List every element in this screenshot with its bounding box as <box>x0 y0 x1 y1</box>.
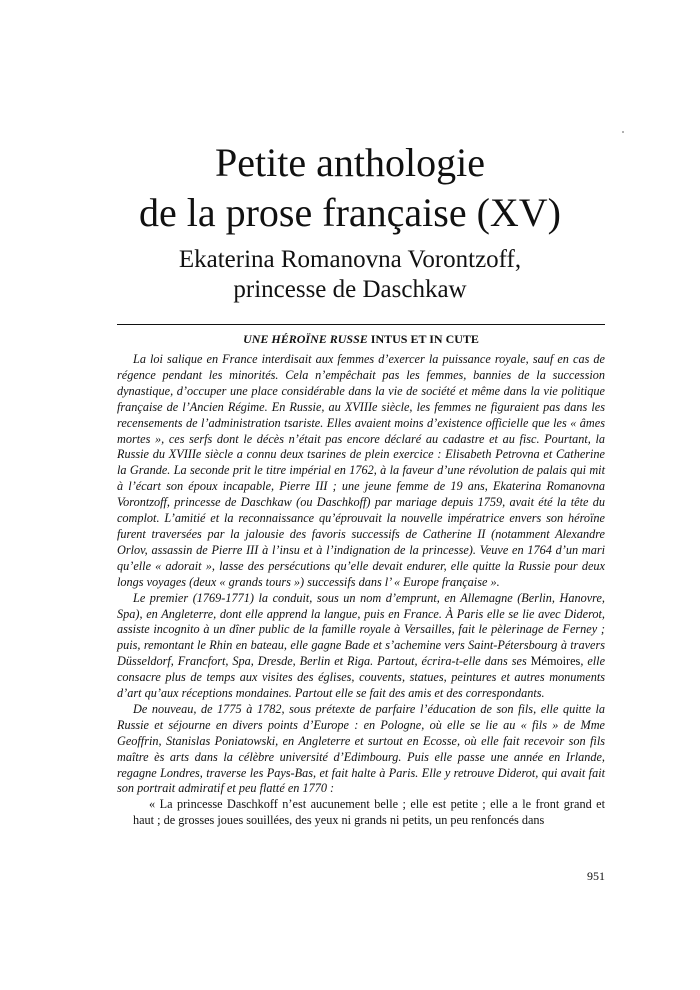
paragraph-1: La loi salique en France interdisait aux femmes d’exercer la puissance royale, sauf en cas de régence pendant les minorités. Cela n’empêchait pas les femmes, bannies de la succession dynastique, d’occuper une place considérable dans la vie de société et même dans la vie politique française de l’Ancien Régime. En Russie, au XVIIIe siècle, les femmes ne figuraient pas dans les recensements de l’administration tsariste. Elles avaient moins d’existence officielle que les « âmes mortes », ces serfs dont le décès n’était pas encore déclaré au cadastre et au fisc. Pourtant, la Russie du XVIIIe siècle a connu deux tsarines de plein exercice : Elisabeth Petrovna et Catherine la Grande. La seconde prit le titre impérial en 1762, à la faveur d’une révolution de palais qui mit à l’écart son époux incapable, Pierre III ; une jeune femme de 19 ans, Ekaterina Romanovna Vorontzoff, princesse de Daschkaw (ou Daschkoff) par mariage depuis 1759, avait été la tête du complot. L’amitié et la reconnaissance qu’éprouvait la nouvelle impératrice envers son héroïne furent traversées par la jalousie des favoris successifs de Catherine II (notamment Alexandre Orlov, assassin de Pierre III à l’insu et à l’indignation de la princesse). Veuve en 1764 d’un mari qu’elle « adorait », lasse des persécutions qu’elle devait endurer, elle quitte la Russie pour deux longs voyages (deux « grands tours ») successifs dans l’ « Europe française ». <box>117 352 605 589</box>
subtitle-line-1: Ekaterina Romanovna Vorontzoff, <box>178 246 522 273</box>
title-line-2: de la prose française (XV) <box>138 190 561 235</box>
paragraph-2-tail: , elle consacre plus de temps aux visites des églises, couvents, statues, peintures et autres monuments d’art qu’aux réceptions mondaines. Partout elle se fait des amis et des correspondants. <box>117 654 606 701</box>
section-heading-italic: UNE HÉROÏNE RUSSE <box>243 332 368 346</box>
article-body <box>117 352 605 829</box>
quotation: « La princesse Daschkoff n’est aucunement belle ; elle est petite ; elle a le front grand et haut ; de grosses joues souillées, des yeux ni grands ni petits, un peu renfoncés dans <box>133 797 605 828</box>
memoires-title: Mémoires <box>530 654 581 669</box>
page-title <box>0 138 700 238</box>
section-heading <box>117 331 605 347</box>
title-line-1: Petite anthologie <box>215 140 485 185</box>
paragraph-3: De nouveau, de 1775 à 1782, sous prétexte de parfaire l’éducation de son fils, elle quitte la Russie et séjourne en divers points d’Europe : en Pologne, où elle se lie au « fils » de Mme Geoffrin, Stanislas Poniatowski, en Angleterre et surtout en Ecosse, où elle fait recevoir son fils maître ès arts dans la célèbre université d’Edimbourg. Puis elle passe une année en Irlande, regagne Londres, traverse les Pays-Bas, et fait halte à Paris. Elle y retrouve Diderot, qui avait fait son portrait admiratif et peu flatté en 1770 : <box>117 701 605 796</box>
horizontal-rule <box>117 324 605 325</box>
paragraph-2-text: Le premier (1769-1771) la conduit, sous un nom d’emprunt, en Allemagne (Berlin, Hanovre, Spa), en Angleterre, dont elle apprend la langue, puis en France. À Paris elle se lie avec Diderot, assiste incognito à un dîner public de la famille royale à Versailles, fait le pèlerinage de Ferney ; puis, remontant le Rhin en bateau, elle gagne Bade et s’achemine vers Saint-Pétersbourg à travers Düsseldorf, Francfort, Spa, Dresde, Berlin et Riga. Partout, écrira-t-elle dans ses <box>117 590 605 669</box>
paragraph-2 <box>117 591 605 702</box>
scan-speck <box>622 131 624 133</box>
page-number: 951 <box>587 869 605 883</box>
section-heading-rest: INTUS ET IN CUTE <box>370 332 479 346</box>
subtitle-line-2: princesse de Daschkaw <box>233 276 467 303</box>
page-subtitle <box>0 245 700 305</box>
